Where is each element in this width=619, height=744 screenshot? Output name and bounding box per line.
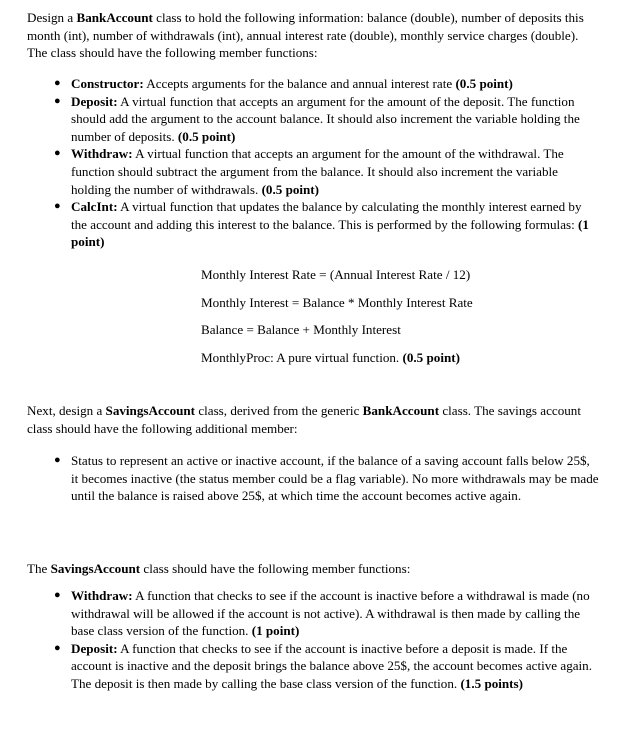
function-description: A virtual function that accepts an argument for the amount of the deposit. The function should add the argument to the account balance. It should also increment the variable holding the number of deposits. xyxy=(71,93,580,144)
formula-monthly-interest: Monthly Interest = Balance * Monthly Interest Rate xyxy=(201,294,473,310)
list-item-deposit xyxy=(0,93,600,146)
points-label: (0.5 point) xyxy=(402,349,460,365)
intro-text: Design a xyxy=(27,10,77,25)
formula-monthlyproc xyxy=(201,349,581,377)
function-name: CalcInt: xyxy=(71,199,118,215)
points-label: (1 point) xyxy=(251,623,300,639)
points-label: (0.5 point) xyxy=(455,76,513,91)
bankaccount-class-name: BankAccount xyxy=(362,403,440,418)
bullet-icon: ● xyxy=(54,589,61,601)
list-item-savings-deposit xyxy=(0,640,600,693)
intro-text: class should have the following member functions: xyxy=(140,561,411,576)
function-description: A function that checks to see if the account is inactive before a deposit is made. If the account is inactive and the deposit brings the balance above 25$, the account becomes active again. The deposit is then made by calling the base class version of the function. xyxy=(71,640,593,691)
bankaccount-functions-list xyxy=(0,75,600,251)
function-name: Withdraw: xyxy=(71,146,133,162)
intro-text: The xyxy=(27,561,51,576)
formula-monthly-interest-rate: Monthly Interest Rate = (Annual Interest Rate / 12) xyxy=(201,267,471,282)
bullet-icon: ● xyxy=(54,454,61,466)
list-item-savings-withdraw xyxy=(0,587,600,640)
function-name: Deposit: xyxy=(71,640,118,656)
bullet-icon: ● xyxy=(54,147,61,160)
list-item-calcint xyxy=(0,198,600,251)
function-description: A virtual function that updates the balance by calculating the monthly interest earned by the account and adding this interest to the balance. This is performed by the following formulas: xyxy=(71,199,582,232)
bullet-icon: ● xyxy=(54,641,61,654)
bankaccount-class-name: BankAccount xyxy=(76,10,153,25)
points-label: (0.5 point) xyxy=(177,128,236,144)
monthlyproc-text: MonthlyProc: A pure virtual function. xyxy=(201,349,403,365)
function-name: Withdraw: xyxy=(71,588,133,603)
savingsaccount-functions-list xyxy=(0,587,600,693)
function-name: Constructor: xyxy=(71,76,144,91)
intro-text: Next, design a xyxy=(27,403,106,418)
list-item-status xyxy=(0,452,600,505)
bullet-icon: ● xyxy=(54,94,61,107)
intro-text: class to hold the following information: balance (double), number of deposits this month (int), number of withdrawals (int), annual interest rate (double), monthly service charges (double). The class should have the following member functions: xyxy=(27,10,584,61)
bankaccount-intro xyxy=(27,9,595,62)
points-label: (1.5 points) xyxy=(460,675,524,691)
savingsaccount-members-list xyxy=(0,452,600,505)
function-description: A virtual function that accepts an argument for the amount of the withdrawal. The function should subtract the argument from the balance. It should also increment the variable holding the number of withdrawals. xyxy=(71,146,564,197)
intro-text: class, derived from the generic xyxy=(195,403,363,418)
savingsaccount-functions-intro xyxy=(27,560,595,578)
list-item-constructor xyxy=(0,75,600,93)
function-description: Accepts arguments for the balance and annual interest rate xyxy=(143,76,456,91)
function-name: Deposit: xyxy=(71,93,118,109)
bullet-icon: ● xyxy=(54,77,61,89)
formula-balance: Balance = Balance + Monthly Interest xyxy=(201,322,401,337)
function-description: A function that checks to see if the account is inactive before a withdrawal is made (no withdrawal will be allowed if the account is not active). A withdrawal is then made by calling the base class version of the function. xyxy=(71,588,590,639)
points-label: (0.5 point) xyxy=(261,181,320,197)
savingsaccount-class-name: SavingsAccount xyxy=(105,403,196,418)
interest-formulas xyxy=(201,266,581,376)
savingsaccount-class-name: SavingsAccount xyxy=(50,561,141,576)
bullet-icon: ● xyxy=(54,200,61,213)
status-member-description: Status to represent an active or inactive account, if the balance of a saving account falls below 25$, it becomes inactive (the status member could be a flag variable). No more withdrawals may be made until the balance is raised above 25$, at which time the account becomes active again. xyxy=(71,453,599,504)
list-item-withdraw xyxy=(0,145,600,198)
intro-text: class. The savings account class should have the following additional member: xyxy=(27,403,581,436)
savingsaccount-intro xyxy=(27,402,595,437)
points-label: (1 point) xyxy=(71,216,589,250)
